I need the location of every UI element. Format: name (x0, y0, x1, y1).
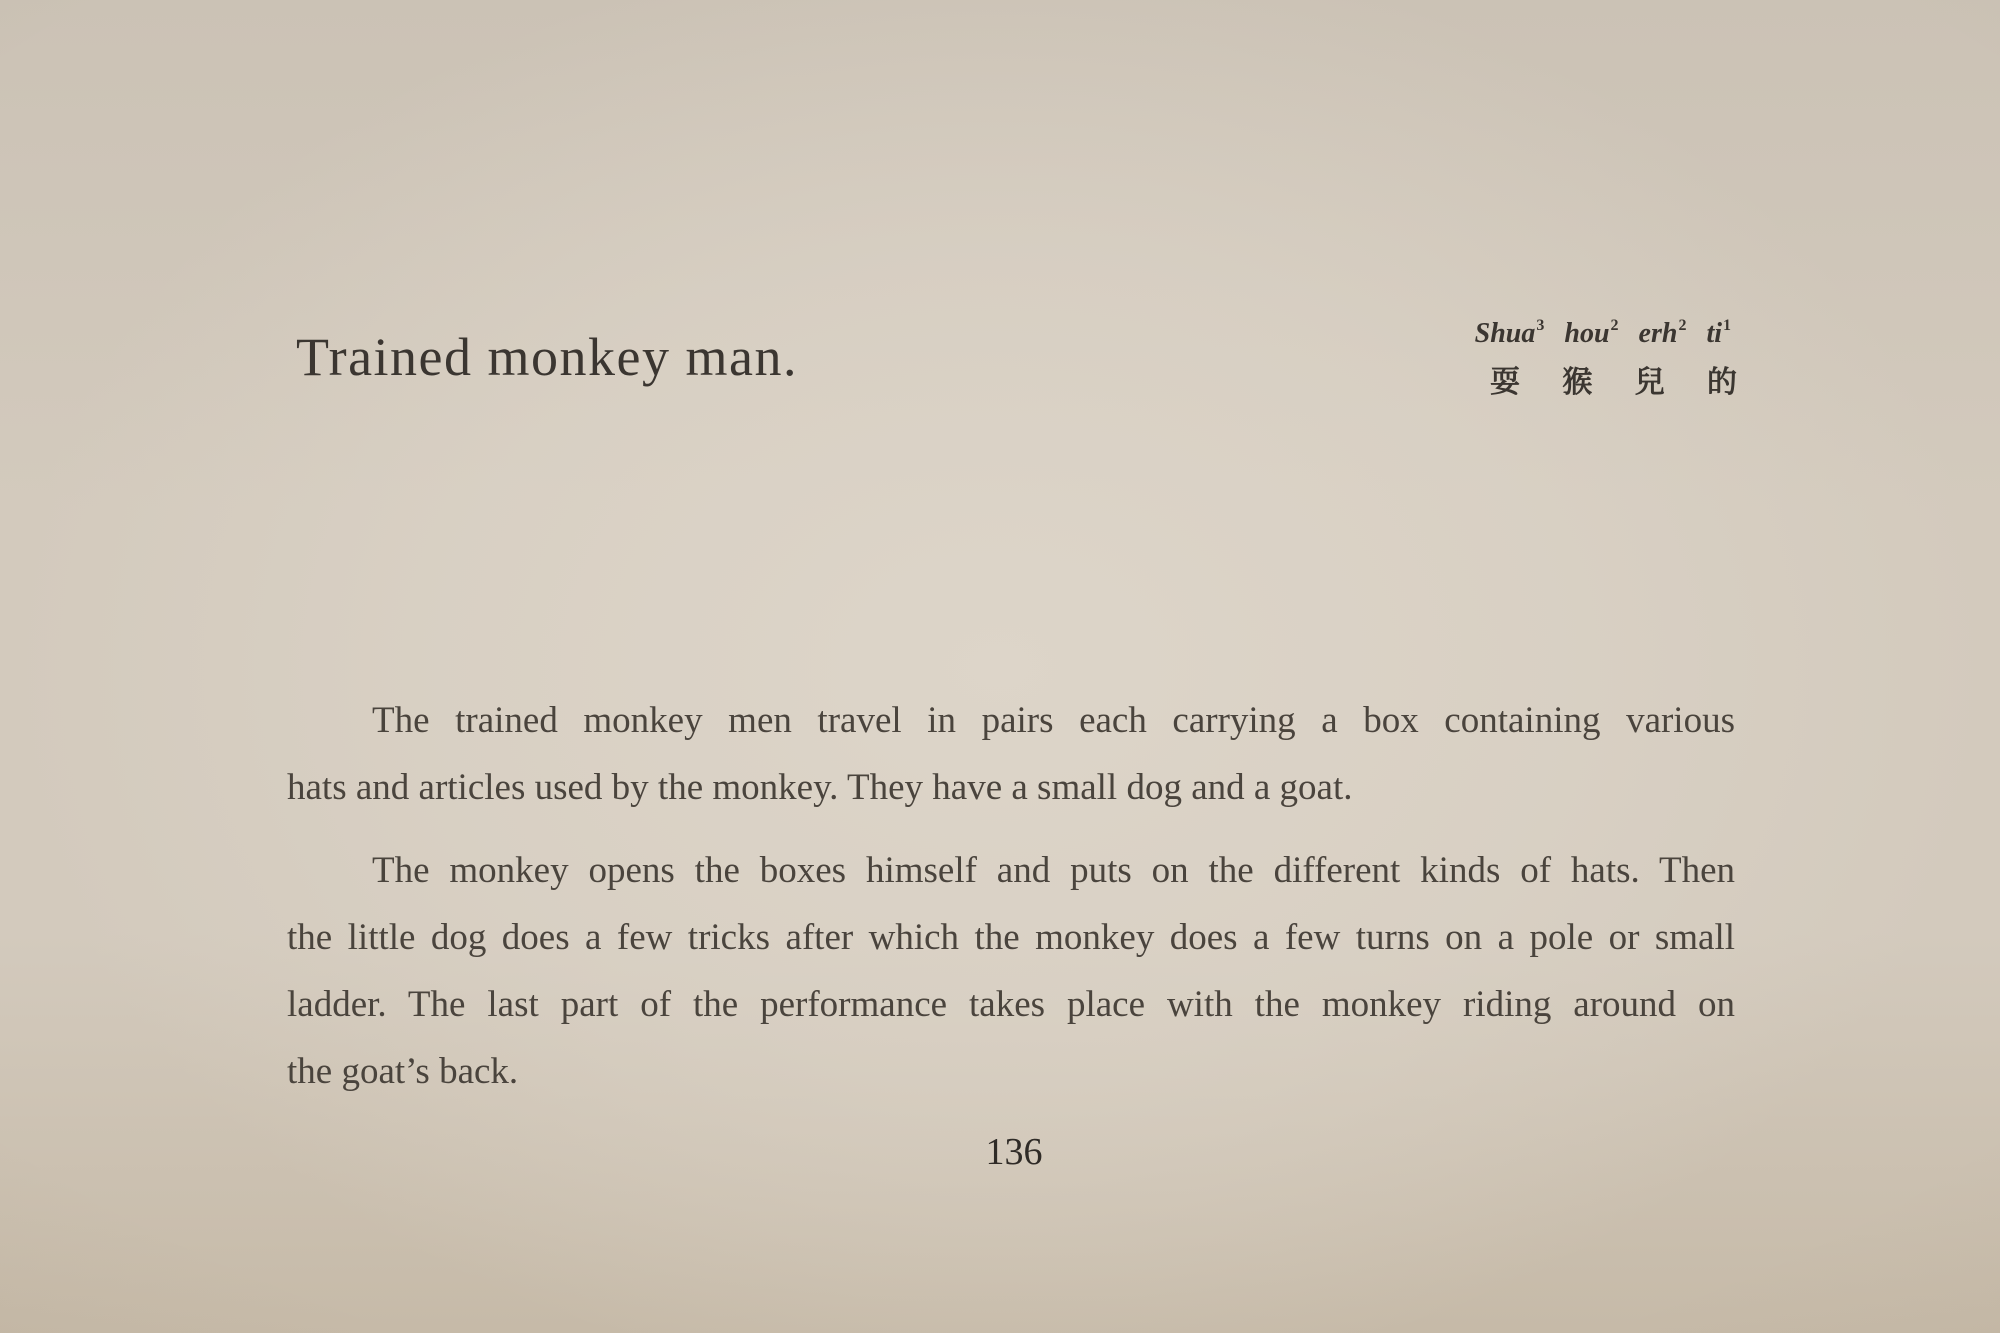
text-line: ladder. The last part of the performance takes place with the monkey riding around on (287, 984, 1735, 1025)
romanization-syllable: erh (1638, 318, 1678, 349)
body-text (287, 687, 1735, 1105)
romanization-word (1564, 316, 1618, 352)
page-number: 136 (985, 1131, 1043, 1173)
tone-number: 1 (1723, 317, 1731, 334)
text-line: The monkey opens the boxes himself and puts on the different kinds of hats. Then (372, 850, 1735, 891)
tone-number: 2 (1610, 317, 1619, 334)
paragraph (287, 687, 1735, 821)
text-line: hats and articles used by the monkey. They have a small dog and a goat. (287, 767, 1353, 808)
chinese-character: 的 (1706, 365, 1737, 400)
romanization-word (1706, 316, 1731, 352)
text-line: the goat’s back. (287, 1051, 519, 1092)
chinese-character: 耍 (1490, 365, 1520, 400)
chinese-character: 兒 (1634, 365, 1665, 400)
chinese-character: 猴 (1562, 365, 1593, 400)
romanization-word (1639, 316, 1687, 352)
page-title: Trained monkey man. (296, 327, 798, 387)
tone-number: 2 (1678, 317, 1687, 334)
paragraph (287, 837, 1735, 1105)
tone-number: 3 (1536, 317, 1545, 334)
chinese-title (1490, 363, 1737, 403)
romanization-word (1475, 316, 1545, 352)
romanization-syllable: Shua (1474, 318, 1536, 349)
text-line: the little dog does a few tricks after which the monkey does a few turns on a pole or small (287, 917, 1735, 958)
text-line: The trained monkey men travel in pairs each carrying a box containing various (372, 700, 1735, 741)
romanization-syllable: hou (1564, 318, 1610, 349)
romanization-heading (1475, 316, 1731, 352)
romanization-syllable: ti (1706, 318, 1722, 349)
